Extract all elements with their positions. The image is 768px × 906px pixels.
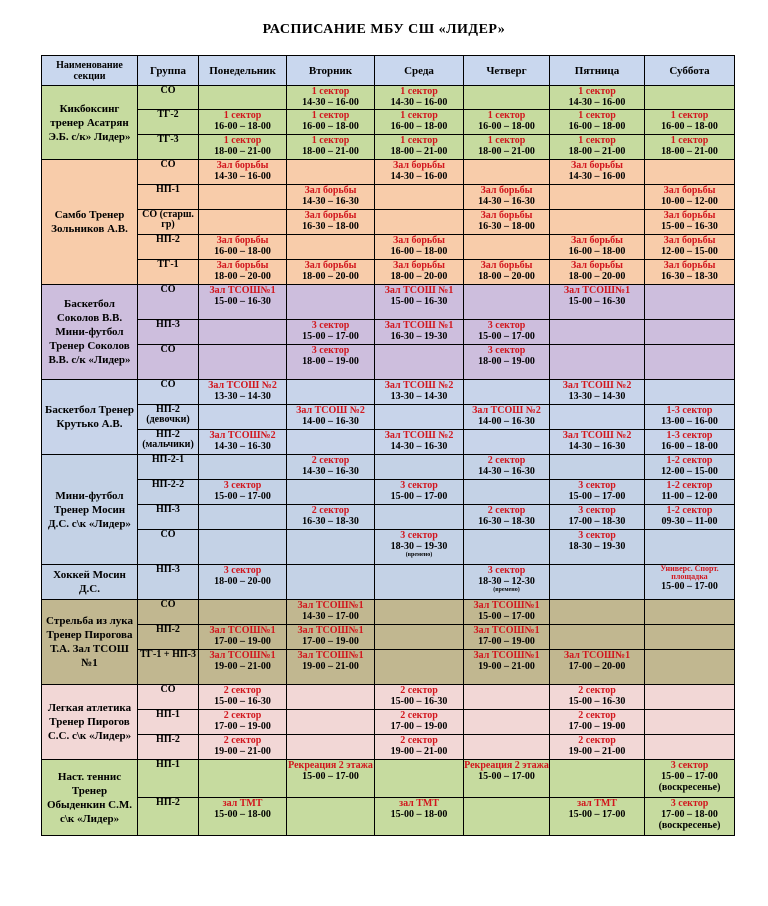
schedule-cell: Зал борьбы 15-00 – 16-30 [645, 210, 735, 235]
schedule-cell: 1 сектор 16-00 – 18-00 [375, 110, 464, 135]
schedule-cell: 3 сектор 15-00 – 17-00 (воскресенье) [645, 760, 735, 798]
schedule-cell: Зал ТСОШ №2 13-30 – 14-30 [375, 380, 464, 405]
schedule-cell [199, 86, 287, 110]
schedule-cell [287, 565, 375, 600]
schedule-cell: Рекреация 2 этажа 15-00 – 17-00 [287, 760, 375, 798]
table-row [42, 345, 735, 380]
schedule-cell: 3 сектор 18-00 – 20-00 [199, 565, 287, 600]
schedule-cell: зал ТМТ 15-00 – 18-00 [199, 798, 287, 836]
schedule-cell: 2 сектор 14-30 – 16-30 [287, 455, 375, 480]
schedule-cell [645, 86, 735, 110]
header-group: Группа [138, 56, 199, 86]
schedule-cell [550, 455, 645, 480]
schedule-cell [199, 760, 287, 798]
section-cell: Баскетбол Соколов В.В. Мини-футбол Тренер Соколов В.В. с/к «Лидер» [42, 285, 138, 380]
header-saturday: Суббота [645, 56, 735, 86]
schedule-cell: 2 сектор 15-00 – 16-30 [550, 685, 645, 710]
schedule-cell [464, 86, 550, 110]
schedule-cell: Зал ТСОШ№1 17-00 – 19-00 [287, 625, 375, 650]
schedule-cell [375, 760, 464, 798]
table-row [42, 185, 735, 210]
schedule-cell: Зал ТСОШ №2 14-30 – 16-30 [550, 430, 645, 455]
schedule-cell: Зал ТСОШ№1 19-00 – 21-00 [199, 650, 287, 685]
schedule-cell [550, 185, 645, 210]
schedule-cell: Зал борьбы 16-30 – 18-00 [464, 210, 550, 235]
schedule-cell [645, 320, 735, 345]
schedule-cell [287, 798, 375, 836]
table-row [42, 530, 735, 565]
schedule-cell: 3 сектор 15-00 – 17-00 [550, 480, 645, 505]
group-cell: НП-1 [138, 760, 199, 798]
table-row [42, 86, 735, 110]
schedule-cell [464, 160, 550, 185]
group-cell: ТГ-2 [138, 110, 199, 135]
group-cell: НП-2 [138, 235, 199, 260]
schedule-cell: зал ТМТ 15-00 – 18-00 [375, 798, 464, 836]
schedule-cell [550, 345, 645, 380]
table-row [42, 685, 735, 710]
schedule-cell [287, 710, 375, 735]
schedule-cell [287, 735, 375, 760]
schedule-cell: 2 сектор 17-00 – 19-00 [375, 710, 464, 735]
schedule-table [41, 55, 735, 836]
group-cell: НП-2 (мальчики) [138, 430, 199, 455]
schedule-cell [464, 710, 550, 735]
schedule-cell [645, 710, 735, 735]
table-row [42, 625, 735, 650]
schedule-cell [375, 455, 464, 480]
schedule-cell [287, 480, 375, 505]
schedule-cell: 1 сектор 14-30 – 16-00 [287, 86, 375, 110]
table-row [42, 320, 735, 345]
schedule-cell [287, 235, 375, 260]
schedule-cell: 1 сектор 18-00 – 21-00 [375, 135, 464, 160]
schedule-cell: Зал ТСОШ№1 19-00 – 21-00 [464, 650, 550, 685]
schedule-cell [199, 600, 287, 625]
schedule-cell: 3 сектор 18-00 – 19-00 [287, 345, 375, 380]
schedule-cell: Зал борьбы 14-30 – 16-00 [550, 160, 645, 185]
schedule-cell [645, 345, 735, 380]
schedule-cell: Зал ТСОШ №1 15-00 – 16-30 [375, 285, 464, 320]
schedule-cell [287, 685, 375, 710]
header-friday: Пятница [550, 56, 645, 86]
schedule-cell [287, 530, 375, 565]
schedule-cell [464, 235, 550, 260]
schedule-cell: Зал ТСОШ№1 17-00 – 19-00 [199, 625, 287, 650]
schedule-cell [464, 430, 550, 455]
group-cell: НП-1 [138, 710, 199, 735]
schedule-cell: 3 сектор 15-00 – 17-00 [199, 480, 287, 505]
schedule-cell: 1 сектор 16-00 – 18-00 [645, 110, 735, 135]
table-row [42, 110, 735, 135]
schedule-cell [645, 600, 735, 625]
schedule-cell: зал ТМТ 15-00 – 17-00 [550, 798, 645, 836]
schedule-cell [550, 625, 645, 650]
schedule-cell [199, 345, 287, 380]
table-row [42, 405, 735, 430]
table-row [42, 798, 735, 836]
schedule-cell: 1 сектор 16-00 – 18-00 [199, 110, 287, 135]
table-row [42, 235, 735, 260]
schedule-cell [375, 625, 464, 650]
schedule-cell: 1 сектор 18-00 – 21-00 [645, 135, 735, 160]
table-row [42, 285, 735, 320]
section-cell: Кикбоксинг тренер Асатрян Э.Б. с/к» Лидер» [42, 86, 138, 160]
section-cell: Мини-футбол Тренер Мосин Д.С. с\к «Лидер» [42, 455, 138, 565]
schedule-cell [199, 530, 287, 565]
schedule-cell [199, 320, 287, 345]
table-row [42, 735, 735, 760]
schedule-cell: 1 сектор 16-00 – 18-00 [550, 110, 645, 135]
table-row [42, 260, 735, 285]
schedule-cell: Зал ТСОШ№1 15-00 – 16-30 [199, 285, 287, 320]
schedule-cell: 2 сектор 15-00 – 16-30 [375, 685, 464, 710]
schedule-cell: 2 сектор 17-00 – 19-00 [550, 710, 645, 735]
schedule-cell: Зал борьбы 16-00 – 18-00 [199, 235, 287, 260]
group-cell: СО (старш. гр) [138, 210, 199, 235]
group-cell: НП-3 [138, 320, 199, 345]
table-row [42, 135, 735, 160]
schedule-cell: Зал борьбы 18-00 – 20-00 [464, 260, 550, 285]
group-cell: НП-2 [138, 735, 199, 760]
schedule-cell: Рекреация 2 этажа 15-00 – 17-00 [464, 760, 550, 798]
schedule-cell: 3 сектор 18-00 – 19-00 [464, 345, 550, 380]
schedule-cell: 3 сектор 18-30 – 19-30 (времено) [375, 530, 464, 565]
schedule-cell: Зал борьбы 16-30 – 18-00 [287, 210, 375, 235]
group-cell: СО [138, 685, 199, 710]
group-cell: ТГ-3 [138, 135, 199, 160]
schedule-cell: 1-2 сектор 12-00 – 15-00 [645, 455, 735, 480]
table-row [42, 600, 735, 625]
schedule-cell [375, 505, 464, 530]
schedule-cell: 3 сектор 18-30 – 12-30 (времено) [464, 565, 550, 600]
schedule-cell [199, 505, 287, 530]
schedule-cell: Зал ТСОШ №2 14-00 – 16-30 [464, 405, 550, 430]
schedule-cell: 1 сектор 18-00 – 21-00 [464, 135, 550, 160]
schedule-cell [199, 455, 287, 480]
schedule-cell: 1 сектор 18-00 – 21-00 [287, 135, 375, 160]
schedule-cell [287, 285, 375, 320]
schedule-cell: 1 сектор 18-00 – 21-00 [199, 135, 287, 160]
group-cell: НП-1 [138, 185, 199, 210]
group-cell: НП-2 [138, 798, 199, 836]
schedule-cell: 1-3 сектор 16-00 – 18-00 [645, 430, 735, 455]
schedule-cell: 1-2 сектор 09-30 – 11-00 [645, 505, 735, 530]
schedule-cell: 1 сектор 18-00 – 21-00 [550, 135, 645, 160]
schedule-cell: Зал ТСОШ№2 14-30 – 16-30 [199, 430, 287, 455]
schedule-cell: 1-2 сектор 11-00 – 12-00 [645, 480, 735, 505]
schedule-cell [287, 380, 375, 405]
schedule-cell [464, 285, 550, 320]
schedule-cell [645, 625, 735, 650]
schedule-cell: Зал ТСОШ№1 19-00 – 21-00 [287, 650, 375, 685]
schedule-cell: Зал ТСОШ№1 17-00 – 20-00 [550, 650, 645, 685]
schedule-cell: 2 сектор 17-00 – 19-00 [199, 710, 287, 735]
group-cell: СО [138, 86, 199, 110]
schedule-cell [287, 430, 375, 455]
table-row [42, 565, 735, 600]
schedule-cell [645, 285, 735, 320]
schedule-cell: Зал борьбы 16-30 – 18-30 [645, 260, 735, 285]
schedule-cell: Зал борьбы 18-00 – 20-00 [199, 260, 287, 285]
group-cell: СО [138, 345, 199, 380]
schedule-cell [645, 650, 735, 685]
schedule-cell: 3 сектор 15-00 – 17-00 [375, 480, 464, 505]
schedule-cell [375, 650, 464, 685]
schedule-cell: Зал ТСОШ№1 15-00 – 16-30 [550, 285, 645, 320]
schedule-cell [550, 405, 645, 430]
schedule-cell [199, 210, 287, 235]
schedule-cell: Зал ТСОШ №2 13-30 – 14-30 [199, 380, 287, 405]
table-row [42, 505, 735, 530]
schedule-cell: Зал борьбы 14-30 – 16-30 [464, 185, 550, 210]
schedule-cell: 3 сектор 15-00 – 17-00 [287, 320, 375, 345]
schedule-cell [645, 685, 735, 710]
schedule-cell [375, 210, 464, 235]
schedule-cell: 1 сектор 14-30 – 16-00 [375, 86, 464, 110]
group-cell: СО [138, 285, 199, 320]
schedule-cell: Универс. Спорт. площадка 15-00 – 17-00 [645, 565, 735, 600]
table-row [42, 430, 735, 455]
schedule-cell [550, 210, 645, 235]
schedule-cell [199, 405, 287, 430]
section-cell: Наст. теннис Тренер Обыденкин С.М. с\к «Лидер» [42, 760, 138, 836]
schedule-cell [645, 735, 735, 760]
header-wednesday: Среда [375, 56, 464, 86]
schedule-cell [199, 185, 287, 210]
section-cell: Легкая атлетика Тренер Пирогов С.С. с\к «Лидер» [42, 685, 138, 760]
schedule-cell: Зал борьбы 14-30 – 16-30 [287, 185, 375, 210]
schedule-cell: Зал борьбы 18-00 – 20-00 [287, 260, 375, 285]
schedule-cell: 2 сектор 14-30 – 16-30 [464, 455, 550, 480]
schedule-cell: 1 сектор 14-30 – 16-00 [550, 86, 645, 110]
schedule-cell: Зал борьбы 18-00 – 20-00 [550, 260, 645, 285]
schedule-cell [375, 600, 464, 625]
header-monday: Понедельник [199, 56, 287, 86]
schedule-cell [464, 798, 550, 836]
group-cell: НП-2-2 [138, 480, 199, 505]
schedule-cell: 1 сектор 16-00 – 18-00 [464, 110, 550, 135]
table-row [42, 160, 735, 185]
group-cell: ТГ-1 + НП-3 [138, 650, 199, 685]
schedule-cell [375, 345, 464, 380]
schedule-cell [645, 530, 735, 565]
schedule-cell: Зал борьбы 16-00 – 18-00 [375, 235, 464, 260]
schedule-cell: Зал борьбы 10-00 – 12-00 [645, 185, 735, 210]
schedule-cell: Зал ТСОШ №1 16-30 – 19-30 [375, 320, 464, 345]
section-cell: Самбо Тренер Зольников А.В. [42, 160, 138, 285]
header-section: Наименование секции [42, 56, 138, 86]
schedule-cell [645, 380, 735, 405]
table-row [42, 380, 735, 405]
schedule-cell: Зал ТСОШ №2 14-30 – 16-30 [375, 430, 464, 455]
schedule-cell [287, 160, 375, 185]
section-cell: Стрельба из лука Тренер Пирогова Т.А. Зал ТСОШ №1 [42, 600, 138, 685]
schedule-cell: 2 сектор 19-00 – 21-00 [199, 735, 287, 760]
schedule-cell: 2 сектор 16-30 – 18-30 [464, 505, 550, 530]
schedule-cell: Зал борьбы 18-00 – 20-00 [375, 260, 464, 285]
schedule-cell [375, 185, 464, 210]
schedule-cell: Зал борьбы 12-00 – 15-00 [645, 235, 735, 260]
schedule-cell: Зал ТСОШ №2 13-30 – 14-30 [550, 380, 645, 405]
schedule-cell: Зал борьбы 14-30 – 16-00 [199, 160, 287, 185]
schedule-cell: 3 сектор 15-00 – 17-00 [464, 320, 550, 345]
schedule-cell [375, 405, 464, 430]
table-row [42, 760, 735, 798]
section-cell: Хоккей Мосин Д.С. [42, 565, 138, 600]
schedule-cell [645, 160, 735, 185]
header-thursday: Четверг [464, 56, 550, 86]
group-cell: СО [138, 530, 199, 565]
schedule-cell: 3 сектор 17-00 – 18-30 [550, 505, 645, 530]
schedule-cell: 2 сектор 16-30 – 18-30 [287, 505, 375, 530]
schedule-cell [550, 565, 645, 600]
section-cell: Баскетбол Тренер Крутько А.В. [42, 380, 138, 455]
schedule-cell [464, 530, 550, 565]
schedule-cell [464, 735, 550, 760]
schedule-cell: Зал ТСОШ№1 17-00 – 19-00 [464, 625, 550, 650]
table-row [42, 650, 735, 685]
schedule-cell: 1 сектор 16-00 – 18-00 [287, 110, 375, 135]
schedule-cell: Зал борьбы 14-30 – 16-00 [375, 160, 464, 185]
schedule-cell: 2 сектор 19-00 – 21-00 [375, 735, 464, 760]
table-row [42, 710, 735, 735]
schedule-cell [550, 320, 645, 345]
schedule-cell: 3 сектор 18-30 – 19-30 [550, 530, 645, 565]
group-cell: СО [138, 600, 199, 625]
schedule-cell: 3 сектор 17-00 – 18-00 (воскресенье) [645, 798, 735, 836]
group-cell: СО [138, 380, 199, 405]
header-tuesday: Вторник [287, 56, 375, 86]
group-cell: НП-2 (девочки) [138, 405, 199, 430]
schedule-cell: 2 сектор 15-00 – 16-30 [199, 685, 287, 710]
group-cell: ТГ-1 [138, 260, 199, 285]
group-cell: НП-2 [138, 625, 199, 650]
schedule-cell: Зал ТСОШ №2 14-00 – 16-30 [287, 405, 375, 430]
table-row [42, 480, 735, 505]
schedule-cell: Зал ТСОШ№1 15-00 – 17-00 [464, 600, 550, 625]
schedule-cell [550, 600, 645, 625]
schedule-cell: 1-3 сектор 13-00 – 16-00 [645, 405, 735, 430]
schedule-cell: Зал ТСОШ№1 14-30 – 17-00 [287, 600, 375, 625]
schedule-cell [550, 760, 645, 798]
table-row [42, 455, 735, 480]
group-cell: НП-2-1 [138, 455, 199, 480]
group-cell: НП-3 [138, 565, 199, 600]
schedule-cell [375, 565, 464, 600]
page-title: РАСПИСАНИЕ МБУ СШ «ЛИДЕР» [262, 22, 506, 37]
schedule-cell [464, 380, 550, 405]
schedule-cell [464, 685, 550, 710]
schedule-cell: 2 сектор 19-00 – 21-00 [550, 735, 645, 760]
group-cell: НП-3 [138, 505, 199, 530]
schedule-cell: Зал борьбы 16-00 – 18-00 [550, 235, 645, 260]
group-cell: СО [138, 160, 199, 185]
schedule-cell [464, 480, 550, 505]
table-row [42, 210, 735, 235]
